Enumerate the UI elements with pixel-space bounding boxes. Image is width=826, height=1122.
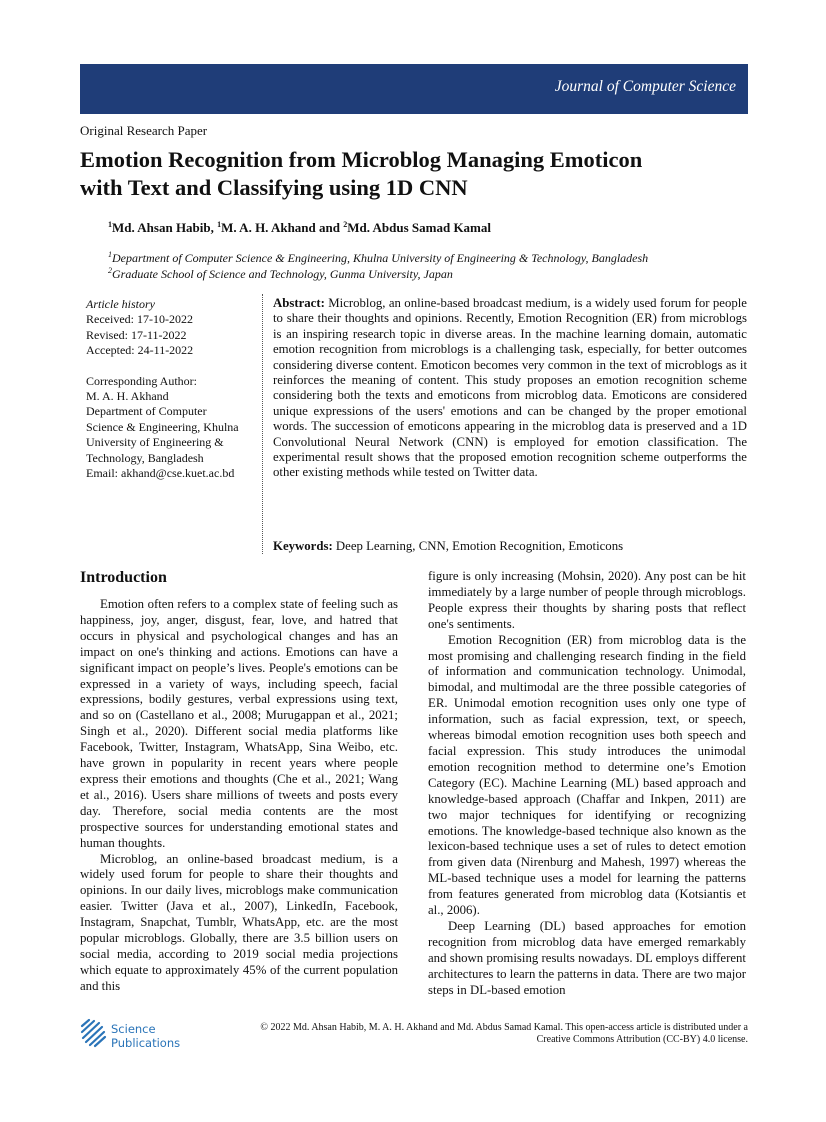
keywords — [273, 539, 747, 554]
abstract — [273, 296, 747, 481]
title-line-1: Emotion Recognition from Microblog Managing Emoticon — [80, 147, 643, 172]
right-column — [428, 569, 746, 998]
publisher-logo-icon — [80, 1018, 108, 1048]
article-history-label: Article history — [86, 297, 155, 311]
affiliation-2-number: 2 — [108, 266, 112, 275]
received-date: Received: 17-10-2022 — [86, 312, 193, 327]
corresponding-dept-4: Technology, Bangladesh — [86, 450, 204, 465]
journal-title: Journal of Computer Science — [554, 78, 736, 95]
author-1: Md. Ahsan Habib, — [112, 220, 218, 235]
affiliation-2 — [108, 266, 648, 282]
author-3: Md. Abdus Samad Kamal — [347, 220, 491, 235]
publisher-name-line-1: Science — [111, 1022, 156, 1036]
affiliation-2-text: Graduate School of Science and Technology, Gunma University, Japan — [112, 267, 453, 281]
paper-title — [80, 146, 760, 202]
keywords-label: Keywords: — [273, 539, 333, 553]
author-list — [108, 220, 491, 236]
license-footer — [250, 1022, 748, 1046]
corresponding-dept-3: University of Engineering & — [86, 435, 224, 450]
publisher-logo — [80, 1018, 190, 1054]
paragraph: Emotion Recognition (ER) from microblog data is the most promising and challenging research finding in the field of information and communication technology. Unimodal, bimodal, and multimodal are the three possible categories of ER. Unimodal emotion recognition uses only one type of information, such as facial expression, text, or speech, whereas bimodal emotion recognition uses both speech and facial expression. This study introduces the unimodal emotion recognition method to determine one’s Emotion Category (EC). Machine Learning (ML) based approach and knowledge-based approach (Chaffar and Inkpen, 2011) are two major techniques for identifying or recognizing emotions. The knowledge-based technique also known as the lexicon-based technique uses a set of rules to detect emotion from given data (Nirenburg and Mahesh, 1997) whereas the ML-based technique uses a model for learning the patterns from features generated from microblog data (Kotsiantis et al., 2006). — [428, 632, 746, 918]
left-column — [80, 597, 398, 995]
accepted-date: Accepted: 24-11-2022 — [86, 343, 194, 358]
revised-date: Revised: 17-11-2022 — [86, 327, 187, 342]
journal-banner — [80, 64, 748, 114]
sidebar-divider — [262, 294, 263, 554]
article-info-sidebar — [86, 297, 256, 481]
paragraph: Microblog, an online-based broadcast medium, is a widely used forum for people to share their thoughts and opinions. In our daily lives, microblogs make communication easier. Twitter (Java et al., 2007), LinkedIn, Facebook, Instagram, Snapchat, Tumblr, WhatsApp, etc. are the most popular microblogs. Globally, there are 3.5 billion users on social media, according to 2019 social media projections which equate to approximately 45% of the current population and this — [80, 851, 398, 993]
license-line-2: Creative Commons Attribution (CC-BY) 4.0 license. — [536, 1034, 748, 1045]
paragraph: figure is only increasing (Mohsin, 2020). Any post can be hit immediately by a large number of people through microblogs. People express their thoughts by sharing posts that reflect one's sentiments. — [428, 569, 746, 631]
publisher-name — [111, 1022, 180, 1050]
affiliation-1-text: Department of Computer Science & Engineering, Khulna University of Engineering & Technology, Bangladesh — [112, 251, 649, 265]
paragraph: Deep Learning (DL) based approaches for emotion recognition from microblog data have emerged remarkably and shown promising results nowadays. DL employs different architectures to learn the patterns in data. There are two major steps in DL-based emotion — [428, 918, 746, 997]
corresponding-author-name: M. A. H. Akhand — [86, 389, 169, 404]
keywords-text: Deep Learning, CNN, Emotion Recognition, Emoticons — [332, 539, 624, 553]
corresponding-email[interactable]: Email: akhand@cse.kuet.ac.bd — [86, 466, 235, 481]
author-3-affil: 2 — [343, 220, 348, 229]
author-2-affil: 1 — [217, 220, 222, 229]
abstract-label: Abstract: — [273, 296, 325, 310]
section-heading-introduction: Introduction — [80, 569, 167, 586]
author-1-affil: 1 — [108, 220, 112, 229]
license-line-1: © 2022 Md. Ahsan Habib, M. A. H. Akhand and Md. Abdus Samad Kamal. This open-access article is distributed under a — [260, 1022, 748, 1033]
title-line-2: with Text and Classifying using 1D CNN — [80, 175, 468, 200]
corresponding-dept-1: Department of Computer — [86, 404, 207, 419]
affiliations — [108, 250, 648, 282]
abstract-text: Microblog, an online-based broadcast medium, is a widely used forum for people to share their thoughts and opinions. Recently, Emotion Recognition (ER) from microblogs is an inspiring research topic in diverse areas. In the machine learning domain, automatic emotion recognition from microblogs is a challenging task, especially, for better outcomes considering diverse content. Emoticon becomes very common in the text of microblogs as it reinforces the meaning of content. This study proposes an emotion recognition scheme considering both the texts and emoticons from microblog data. Emoticons are considered unique expressions of the users' emotions and can be changed by the proper emotional words. The succession of emoticons appearing in the microblog data is preserved and a 1D Convolutional Neural Network (CNN) is employed for emotion classification. The experimental result shows that the proposed emotion recognition scheme outperforms the other existing methods while tested on Twitter data. — [273, 296, 747, 480]
publisher-name-line-2: Publications — [111, 1036, 181, 1050]
paper-type: Original Research Paper — [80, 123, 208, 138]
author-2: M. A. H. Akhand and — [221, 220, 344, 235]
affiliation-1-number: 1 — [108, 250, 112, 259]
corresponding-dept-2: Science & Engineering, Khulna — [86, 419, 239, 434]
affiliation-1 — [108, 250, 648, 266]
corresponding-author-label: Corresponding Author: — [86, 373, 197, 388]
paragraph: Emotion often refers to a complex state of feeling such as happiness, joy, anger, disgust, fear, love, and hatred that occurs in physical and psychological changes and has an impact on one's thinking and actions. Emotions can have a significant impact on people’s lives. People's emotions can be expressed in a variety of ways, including speech, facial expressions, bodily gestures, verbal expressions using text, and so on (Castellano et al., 2008; Murugappan et al., 2021; Singh et al., 2020). Different social media platforms like Facebook, Twitter, Instagram, WhatsApp, Sina Weibo, etc. have grown in popularity in recent years where people express their emotions and thoughts (Che et al., 2021; Wang et al., 2016). Users share millions of tweets and posts every day. Therefore, social media contents are the most prospective sources for understanding emotional states and human thoughts. — [80, 597, 398, 850]
